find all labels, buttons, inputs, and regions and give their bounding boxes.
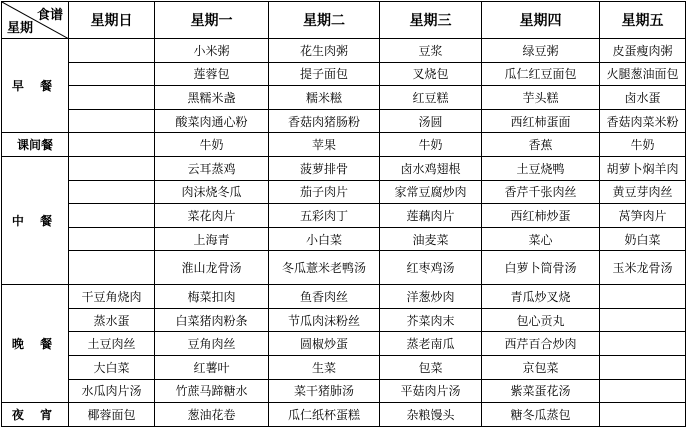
menu-cell: 胡萝卜焖羊肉 [600,157,686,181]
menu-cell: 香蕉 [482,133,600,157]
menu-cell [600,379,686,403]
weekly-menu-table [1,1,686,427]
menu-cell: 卤水鸡翅根 [380,157,482,181]
menu-cell: 青瓜炒叉烧 [482,285,600,309]
menu-cell: 豆浆 [380,39,482,63]
menu-cell: 节瓜肉沫粉丝 [269,308,380,332]
menu-cell: 皮蛋瘦肉粥 [600,39,686,63]
menu-cell: 糯米糍 [269,86,380,110]
corner-label-weekday: 星期 [7,21,34,36]
menu-cell: 云耳蒸鸡 [155,157,269,181]
menu-cell: 大白菜 [69,356,155,380]
menu-cell: 菜干猪肺汤 [269,379,380,403]
menu-cell: 香芹千张肉丝 [482,180,600,204]
menu-cell [69,180,155,204]
menu-row [2,308,686,332]
menu-cell: 平菇肉片汤 [380,379,482,403]
menu-cell: 洋葱炒肉 [380,285,482,309]
menu-cell: 火腿葱油面包 [600,62,686,86]
menu-cell: 干豆角烧肉 [69,285,155,309]
menu-cell: 牛奶 [380,133,482,157]
menu-cell [69,204,155,228]
menu-row [2,133,686,157]
menu-cell [69,62,155,86]
menu-row [2,204,686,228]
menu-cell [69,39,155,63]
menu-cell: 蒸水蛋 [69,308,155,332]
menu-cell: 香菇肉猪肠粉 [269,109,380,133]
menu-row [2,403,686,427]
menu-cell: 西芹百合炒肉 [482,332,600,356]
menu-cell: 杂粮馒头 [380,403,482,427]
menu-cell: 汤圆 [380,109,482,133]
menu-cell: 包心贡丸 [482,308,600,332]
menu-cell: 京包菜 [482,356,600,380]
menu-row [2,157,686,181]
menu-cell: 梅菜扣肉 [155,285,269,309]
menu-cell [600,356,686,380]
day-header-wednesday: 星期三 [380,2,482,39]
menu-row [2,227,686,251]
menu-cell: 牛奶 [155,133,269,157]
menu-cell [69,109,155,133]
menu-cell: 土豆烧鸭 [482,157,600,181]
menu-cell: 玉米龙骨汤 [600,251,686,285]
menu-row [2,356,686,380]
menu-cell [69,157,155,181]
menu-cell: 茄子肉片 [269,180,380,204]
menu-cell: 生菜 [269,356,380,380]
menu-cell: 圆椒炒蛋 [269,332,380,356]
menu-cell: 土豆肉丝 [69,332,155,356]
header-row [2,2,686,39]
meal-label-snack: 课间餐 [2,133,69,157]
menu-cell: 绿豆粥 [482,39,600,63]
menu-body [2,39,686,427]
menu-cell: 鱼香肉丝 [269,285,380,309]
menu-cell: 水瓜肉片汤 [69,379,155,403]
menu-cell: 叉烧包 [380,62,482,86]
day-header-monday: 星期一 [155,2,269,39]
menu-cell: 黄豆芽肉丝 [600,180,686,204]
menu-cell: 莲蓉包 [155,62,269,86]
menu-row [2,332,686,356]
menu-cell: 竹蔗马蹄糖水 [155,379,269,403]
menu-cell: 小米粥 [155,39,269,63]
menu-cell: 莲藕肉片 [380,204,482,228]
menu-cell: 瓜仁纸杯蛋糕 [269,403,380,427]
day-header-friday: 星期五 [600,2,686,39]
menu-cell: 牛奶 [600,133,686,157]
corner-label-menu: 食谱 [36,8,63,23]
menu-cell: 红枣鸡汤 [380,251,482,285]
menu-cell: 五彩肉丁 [269,204,380,228]
menu-cell: 红薯叶 [155,356,269,380]
menu-cell: 花生肉粥 [269,39,380,63]
menu-cell: 西红柿蛋面 [482,109,600,133]
meal-label-dinner: 晚 餐 [2,285,69,403]
menu-cell: 黑糯米盏 [155,86,269,110]
menu-cell: 肉沫烧冬瓜 [155,180,269,204]
menu-cell: 香菇肉菜米粉 [600,109,686,133]
meal-label-lunch: 中 餐 [2,157,69,285]
menu-cell: 淮山龙骨汤 [155,251,269,285]
meal-label-breakfast: 早 餐 [2,39,69,133]
menu-cell: 酸菜肉通心粉 [155,109,269,133]
meal-label-late-snack: 夜 宵 [2,403,69,427]
day-header-sunday: 星期日 [69,2,155,39]
menu-cell: 上海青 [155,227,269,251]
menu-cell: 奶白菜 [600,227,686,251]
menu-row [2,180,686,204]
menu-cell [600,308,686,332]
menu-cell: 菜心 [482,227,600,251]
menu-cell: 油麦菜 [380,227,482,251]
day-header-thursday: 星期四 [482,2,600,39]
menu-cell: 苹果 [269,133,380,157]
menu-cell: 紫菜蛋花汤 [482,379,600,403]
menu-cell: 莴笋肉片 [600,204,686,228]
menu-cell: 芥菜肉末 [380,308,482,332]
menu-cell [69,86,155,110]
menu-cell: 白菜猪肉粉条 [155,308,269,332]
menu-cell: 芋头糕 [482,86,600,110]
menu-cell: 西红柿炒蛋 [482,204,600,228]
menu-cell: 提子面包 [269,62,380,86]
menu-cell: 菜花肉片 [155,204,269,228]
menu-cell [69,251,155,285]
menu-cell: 椰蓉面包 [69,403,155,427]
menu-cell: 糖冬瓜蒸包 [482,403,600,427]
menu-cell [69,133,155,157]
menu-cell: 菠萝排骨 [269,157,380,181]
menu-cell [600,285,686,309]
menu-cell [600,403,686,427]
menu-cell [600,332,686,356]
corner-cell [2,2,69,39]
menu-cell [69,227,155,251]
menu-cell: 红豆糕 [380,86,482,110]
menu-cell: 包菜 [380,356,482,380]
day-header-tuesday: 星期二 [269,2,380,39]
menu-row [2,62,686,86]
menu-cell: 卤水蛋 [600,86,686,110]
menu-row [2,109,686,133]
menu-row [2,86,686,110]
menu-row [2,285,686,309]
menu-cell: 冬瓜薏米老鸭汤 [269,251,380,285]
menu-row [2,379,686,403]
menu-cell: 家常豆腐炒肉 [380,180,482,204]
menu-row [2,251,686,285]
menu-cell: 小白菜 [269,227,380,251]
menu-cell: 白萝卜筒骨汤 [482,251,600,285]
menu-cell: 瓜仁红豆面包 [482,62,600,86]
menu-cell: 豆角肉丝 [155,332,269,356]
menu-cell: 葱油花卷 [155,403,269,427]
menu-cell: 蒸老南瓜 [380,332,482,356]
menu-row [2,39,686,63]
